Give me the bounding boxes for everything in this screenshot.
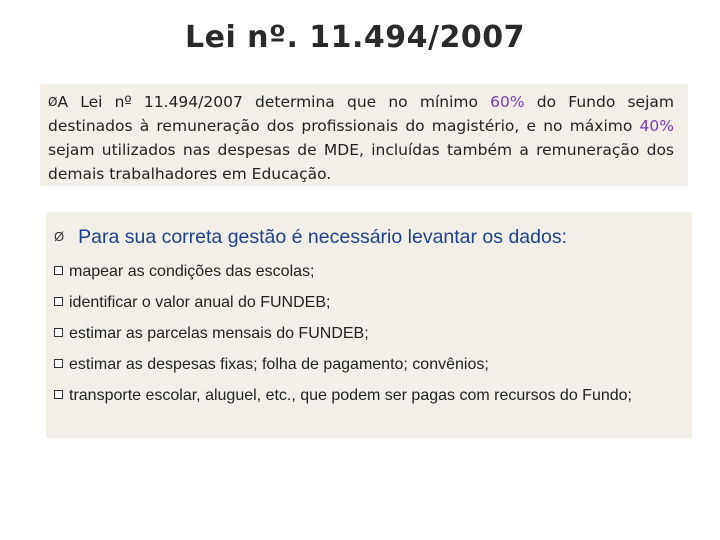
checkbox-bullet-icon (54, 297, 63, 306)
paragraph-text-3: sejam utilizados nas despesas de MDE, incluídas também a remuneração dos demais trabalhadores em Educação. (48, 141, 674, 183)
list-item: identificar o valor anual do FUNDEB; (54, 291, 330, 315)
law-paragraph-box (40, 84, 688, 186)
checkbox-bullet-icon (54, 328, 63, 337)
checkbox-bullet-icon (54, 359, 63, 368)
list-item: transporte escolar, aluguel, etc., que podem ser pagas com recursos do Fundo; (54, 384, 670, 408)
list-item: estimar as parcelas mensais do FUNDEB; (54, 322, 369, 346)
paragraph-text-1: A Lei nº 11.494/2007 determina que no mínimo (57, 93, 491, 111)
percentage-40: 40% (639, 117, 674, 135)
management-heading-text: Para sua correta gestão é necessário levantar os dados: (78, 226, 567, 248)
checkbox-bullet-icon (54, 390, 63, 399)
arrow-bullet-icon: Ø (48, 95, 58, 109)
management-heading (54, 226, 567, 249)
list-item: mapear as condições das escolas; (54, 260, 314, 284)
paragraph-text-2: do Fundo sejam destinados à remuneração dos profissionais do magistério, e no máximo (48, 93, 674, 135)
percentage-60: 60% (490, 93, 525, 111)
management-box (46, 212, 692, 438)
page-title: Lei nº. 11.494/2007 (184, 20, 526, 55)
checkbox-bullet-icon (54, 266, 63, 275)
arrow-bullet-icon: Ø (54, 229, 65, 244)
list-item: estimar as despesas fixas; folha de pagamento; convênios; (54, 353, 489, 377)
